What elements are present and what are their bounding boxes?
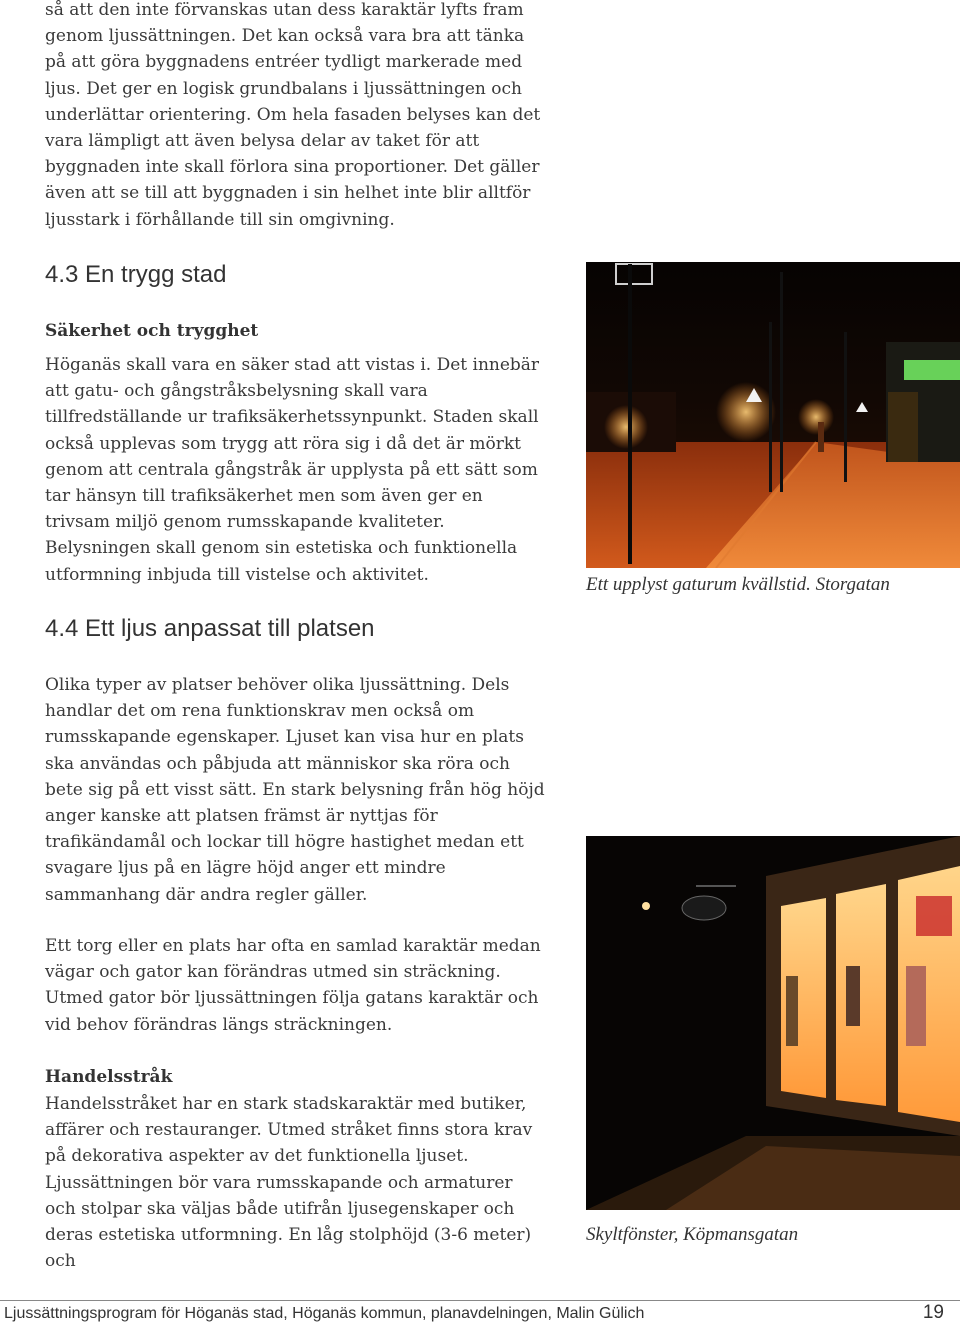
section-4-3-body: Höganäs skall vara en säker stad att vistas i. Det innebär att gatu- och gångstråksbelysning skall vara tillfredställande ur trafiksäkerhetssynpunkt. Staden skall också upplevas som trygg att röra sig i då det är mörkt genom att centrala gångstråk är upplysta på ett sätt som tar hänsyn till trafiksäkerhet men som även ger en trivsam miljö genom rumsskapande kvaliteter. Belysningen skall genom sin estetiska och funktionella utformning inbjuda till vistelse och aktivitet. xyxy=(45,355,540,585)
subheading-sakerhet: Säkerhet och trygghet xyxy=(45,321,259,341)
street-night-photo xyxy=(586,262,960,568)
section-4-4-body-2: Ett torg eller en plats har ofta en samlad karaktär medan vägar och gator kan förändras utmed sin sträckning. Utmed gator bör ljussättningen följa gatans karaktär och vid behov förändras längs sträckningen. xyxy=(45,936,541,1035)
section-4-4-body-1: Olika typer av platser behöver olika ljussättning. Dels handlar det om rena funktionskrav men också om rumsskapande egenskaper. Ljuset kan visa hur en plats ska användas och påbjuda att människor ska röra och bete sig på ett visst sätt. En stark belysning från hög höjd anger kanske att platsen främst är nyttjas för trafikändamål och lockar till högre hastighet medan ett svagare ljus på en lägre höjd anger ett mindre sammanhang där andra regler gäller. xyxy=(45,675,545,905)
intro-paragraph: så att den inte förvanskas utan dess karaktär lyfts fram genom ljussättningen. Det kan också vara bra att tänka på att göra byggnadens entréer tydligt markerade med ljus. Det ger en logisk grundbalans i ljussättningen och underlättar orientering. Om hela fasaden belyses kan det vara lämpligt att även belysa delar av taket för att byggnaden inte skall förlora sina proportioner. Det gäller även att se till att byggnaden i sin helhet inte blir alltför ljusstark i förhållande till sin omgivning. xyxy=(45,0,541,230)
shop-window-photo xyxy=(586,836,960,1210)
page-number: 19 xyxy=(922,1302,944,1323)
subheading-handelsstrak: Handelsstråk xyxy=(45,1067,173,1087)
footer-text: Ljussättningsprogram för Höganäs stad, Höganäs kommun, planavdelningen, Malin Gülich xyxy=(4,1305,645,1322)
shop-photo-caption: Skyltfönster, Köpmansgatan xyxy=(586,1224,799,1245)
street-photo-caption: Ett upplyst gaturum kvällstid. Storgatan xyxy=(586,574,890,595)
footer-divider xyxy=(0,1300,960,1301)
handelsstrak-body: Handelsstråket har en stark stadskaraktär med butiker, affärer och restauranger. Utmed stråket finns stora krav på dekorativa aspekter av det funktionella ljuset. Ljussättningen bör vara rumsskapande och armaturer och stolpar ska väljas både utifrån ljusegenskaper och deras estetiska utformning. En låg stolphöjd (3-6 meter) och xyxy=(45,1094,533,1272)
section-heading-4-3: 4.3 En trygg stad xyxy=(45,261,227,288)
section-heading-4-4: 4.4 Ett ljus anpassat till platsen xyxy=(45,615,375,642)
